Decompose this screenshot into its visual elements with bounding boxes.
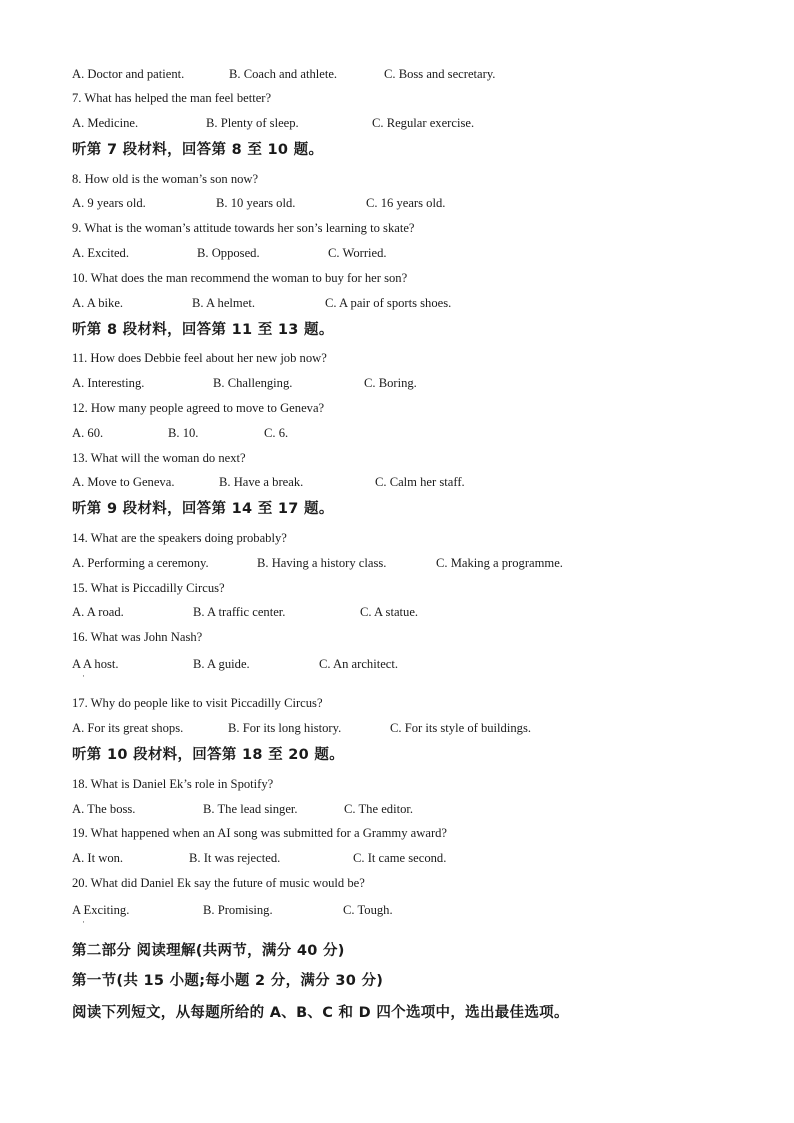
question-18: 18. What is Daniel Ek’s role in Spotify? [72, 777, 274, 791]
q14-option-c: C. Making a programme. [436, 556, 563, 570]
q9-option-c: C. Worried. [328, 246, 387, 260]
part-two-heading: 第二部分 阅读理解(共两节，满分 40 分) [72, 943, 345, 959]
question-10: 10. What does the man recommend the woman to buy for her son? [72, 271, 408, 285]
q13-option-a: A. Move to Geneva. [72, 475, 175, 489]
question-16: 16. What was John Nash? [72, 630, 203, 644]
q18-option-a: A. The boss. [72, 802, 136, 816]
q11-option-a: A. Interesting. [72, 376, 145, 390]
question-20: 20. What did Daniel Ek say the future of music would be? [72, 876, 365, 890]
section-heading-9: 听第 9 段材料，回答第 14 至 17 题。 [72, 501, 334, 517]
question-13: 13. What will the woman do next? [72, 451, 246, 465]
question-11: 11. How does Debbie feel about her new job now? [72, 351, 327, 365]
q9-option-b: B. Opposed. [197, 246, 260, 260]
q17-option-a: A. For its great shops. [72, 721, 184, 735]
q16-option-b: B. A guide. [193, 657, 250, 671]
q12-option-b: B. 10. [168, 426, 199, 440]
q11-option-c: C. Boring. [364, 376, 417, 390]
q16-option-a: A A host. [72, 657, 119, 671]
q17-option-b: B. For its long history. [228, 721, 342, 735]
q7-option-a: A. Medicine. [72, 116, 139, 130]
q14-option-a: A. Performing a ceremony. [72, 556, 209, 570]
question-8: 8. How old is the woman’s son now? [72, 172, 259, 186]
section-heading-8: 听第 8 段材料，回答第 11 至 13 题。 [72, 322, 334, 338]
question-12: 12. How many people agreed to move to Geneva? [72, 401, 325, 415]
stray-dot-mark: · [82, 917, 85, 927]
q15-option-b: B. A traffic center. [193, 605, 286, 619]
section-one-heading: 第一节(共 15 小题;每小题 2 分，满分 30 分) [72, 973, 384, 989]
q14-option-b: B. Having a history class. [257, 556, 387, 570]
question-19: 19. What happened when an AI song was submitted for a Grammy award? [72, 826, 448, 840]
q12-option-c: C. 6. [264, 426, 289, 440]
q10-option-c: C. A pair of sports shoes. [325, 296, 452, 310]
section-heading-7: 听第 7 段材料，回答第 8 至 10 题。 [72, 142, 324, 158]
q17-option-c: C. For its style of buildings. [390, 721, 531, 735]
question-14: 14. What are the speakers doing probably? [72, 531, 287, 545]
q6-option-a: A. Doctor and patient. [72, 67, 185, 81]
q8-option-b: B. 10 years old. [216, 196, 296, 210]
q20-option-c: C. Tough. [343, 903, 393, 917]
question-15: 15. What is Piccadilly Circus? [72, 581, 225, 595]
q16-option-c: C. An architect. [319, 657, 399, 671]
question-9: 9. What is the woman’s attitude towards her son’s learning to skate? [72, 221, 415, 235]
q13-option-b: B. Have a break. [219, 475, 304, 489]
q8-option-c: C. 16 years old. [366, 196, 446, 210]
reading-instruction: 阅读下列短文，从每题所给的 A、B、C 和 D 四个选项中，选出最佳选项。 [72, 1005, 569, 1021]
q9-option-a: A. Excited. [72, 246, 130, 260]
section-heading-10: 听第 10 段材料，回答第 18 至 20 题。 [72, 747, 345, 763]
q20-option-b: B. Promising. [203, 903, 273, 917]
q10-option-b: B. A helmet. [192, 296, 255, 310]
q18-option-b: B. The lead singer. [203, 802, 298, 816]
q20-option-a: A Exciting. [72, 903, 130, 917]
q6-option-c: C. Boss and secretary. [384, 67, 496, 81]
q11-option-b: B. Challenging. [213, 376, 293, 390]
q15-option-a: A. A road. [72, 605, 124, 619]
question-7: 7. What has helped the man feel better? [72, 91, 272, 105]
q12-option-a: A. 60. [72, 426, 104, 440]
q8-option-a: A. 9 years old. [72, 196, 146, 210]
q18-option-c: C. The editor. [344, 802, 414, 816]
q7-option-b: B. Plenty of sleep. [206, 116, 299, 130]
stray-dot-mark: · [82, 671, 85, 681]
q13-option-c: C. Calm her staff. [375, 475, 465, 489]
q7-option-c: C. Regular exercise. [372, 116, 475, 130]
q15-option-c: C. A statue. [360, 605, 419, 619]
question-17: 17. Why do people like to visit Piccadilly Circus? [72, 696, 323, 710]
q19-option-b: B. It was rejected. [189, 851, 281, 865]
q19-option-c: C. It came second. [353, 851, 447, 865]
q6-option-b: B. Coach and athlete. [229, 67, 338, 81]
q10-option-a: A. A bike. [72, 296, 124, 310]
q19-option-a: A. It won. [72, 851, 124, 865]
